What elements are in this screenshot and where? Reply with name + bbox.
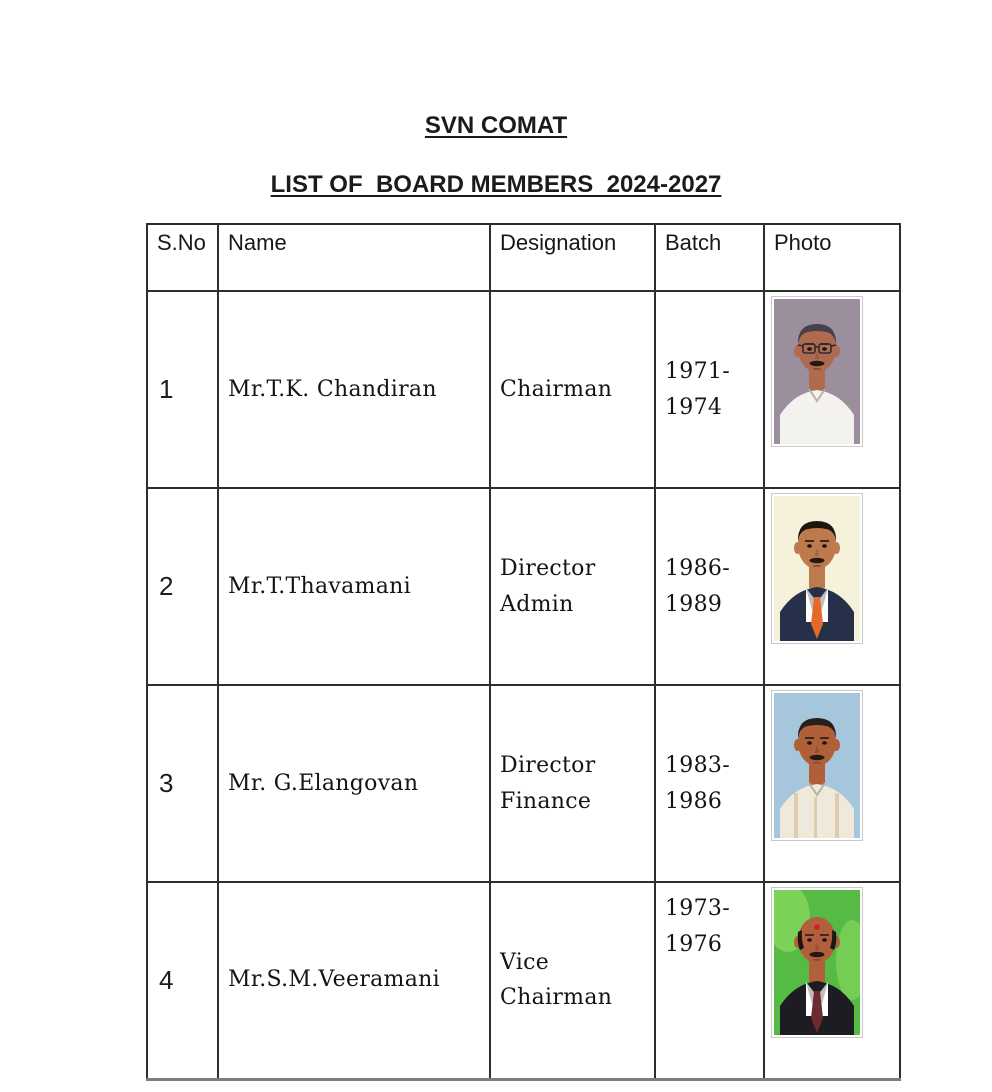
designation-cell — [490, 685, 655, 882]
member-name: Mr.T.Thavamani — [228, 573, 411, 599]
sno-value: 3 — [159, 768, 174, 798]
member-photo — [771, 296, 863, 447]
member-designation: Chairman — [500, 376, 613, 402]
sno-value: 1 — [159, 374, 174, 404]
col-header-name: Name — [218, 224, 490, 291]
photo-cell — [764, 291, 900, 488]
sno-cell — [147, 882, 218, 1079]
member-name: Mr.S.M.Veeramani — [228, 967, 440, 993]
designation-cell — [490, 291, 655, 488]
page-title: SVN COMAT — [424, 112, 568, 139]
member-portrait-icon — [774, 693, 860, 838]
photo-cell — [764, 685, 900, 882]
col-header-designation: Designation — [490, 224, 655, 291]
member-designation: Vice Chairman — [500, 949, 613, 1011]
board-members-table — [146, 223, 901, 1081]
name-cell — [218, 685, 490, 882]
member-photo — [771, 493, 863, 644]
sno-value: 2 — [159, 571, 174, 601]
member-name: Mr.T.K. Chandiran — [228, 376, 437, 402]
table-row — [147, 882, 900, 1079]
name-cell — [218, 291, 490, 488]
table-header-row — [147, 224, 900, 291]
col-header-sno: S.No — [147, 224, 218, 291]
member-batch: 1986-1989 — [665, 555, 730, 617]
sno-value: 4 — [159, 964, 174, 995]
table-row — [147, 488, 900, 685]
designation-cell — [490, 882, 655, 1079]
name-cell — [218, 882, 490, 1079]
member-portrait-icon — [774, 299, 860, 444]
photo-cell — [764, 488, 900, 685]
col-header-batch: Batch — [655, 224, 764, 291]
sno-cell — [147, 488, 218, 685]
sno-cell — [147, 291, 218, 488]
member-name: Mr. G.Elangovan — [228, 770, 419, 796]
member-photo — [771, 690, 863, 841]
sno-cell — [147, 685, 218, 882]
member-photo — [771, 887, 863, 1038]
col-header-photo: Photo — [764, 224, 900, 291]
batch-cell — [655, 488, 764, 685]
member-batch: 1971-1974 — [665, 358, 730, 420]
batch-cell — [655, 882, 764, 1079]
member-portrait-icon — [774, 890, 860, 1035]
name-cell — [218, 488, 490, 685]
member-batch: 1983-1986 — [665, 752, 730, 814]
table-row — [147, 685, 900, 882]
batch-cell — [655, 685, 764, 882]
batch-cell — [655, 291, 764, 488]
member-designation: Director Finance — [500, 752, 596, 814]
designation-cell — [490, 488, 655, 685]
member-designation: Director Admin — [500, 555, 596, 617]
member-batch: 1973-1976 — [665, 896, 730, 957]
member-portrait-icon — [774, 496, 860, 641]
table-row — [147, 291, 900, 488]
page-subtitle: LIST OF BOARD MEMBERS 2024-2027 — [270, 171, 722, 198]
photo-cell — [764, 882, 900, 1079]
